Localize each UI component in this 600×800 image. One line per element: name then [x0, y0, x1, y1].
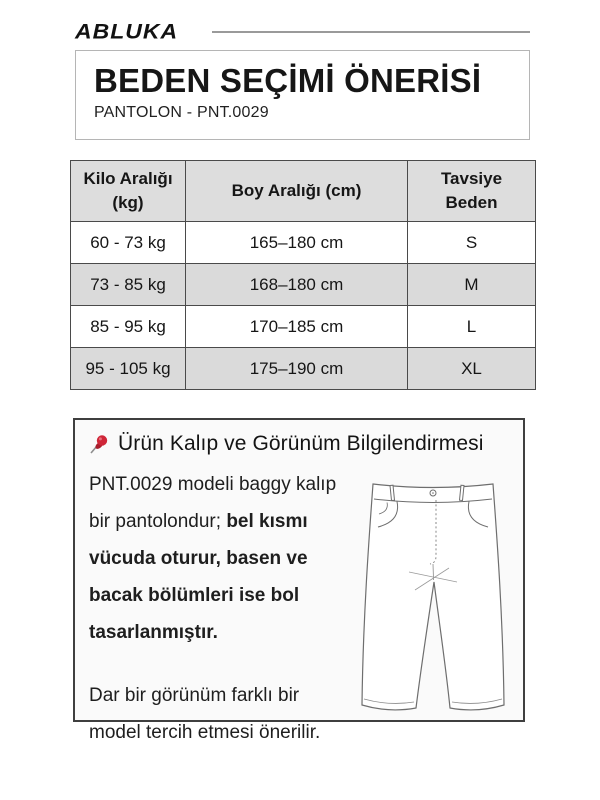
table-cell: L	[408, 306, 536, 348]
fit-info-heading: Ürün Kalıp ve Görünüm Bilgilendirmesi	[118, 432, 484, 455]
table-cell: 85 - 95 kg	[71, 306, 186, 348]
title-card	[75, 50, 530, 140]
col-header-height: Boy Aralığı (cm)	[186, 161, 408, 222]
table-cell: XL	[408, 348, 536, 390]
brand-logo: ABLUKA	[75, 19, 179, 43]
baggy-pants-illustration	[357, 468, 509, 720]
table-cell: 165–180 cm	[186, 222, 408, 264]
fit-paragraph-bold: bel kısmı vücuda oturur, basen ve bacak bölümleri ise bol tasarlanmıştır.	[89, 511, 308, 643]
fit-info-card	[73, 418, 525, 743]
table-cell: S	[408, 222, 536, 264]
table-cell: 168–180 cm	[186, 264, 408, 306]
table-cell: 73 - 85 kg	[71, 264, 186, 306]
pants-illustration-wrap	[345, 468, 509, 720]
table-header-row	[71, 161, 536, 222]
page-title: BEDEN SEÇİMİ ÖNERİSİ	[94, 62, 482, 99]
page-subtitle: PANTOLON - PNT.0029	[94, 104, 269, 121]
size-table	[70, 160, 536, 390]
table-cell: 95 - 105 kg	[71, 348, 186, 390]
table-cell: 175–190 cm	[186, 348, 408, 390]
fit-recommendation: Dar bir görünüm farklı bir model tercih etmesi önerilir.	[89, 685, 321, 743]
fit-info-text	[89, 466, 345, 751]
table-row	[71, 348, 536, 390]
table-row	[71, 222, 536, 264]
table-cell: M	[408, 264, 536, 306]
fit-paragraph-regular: PNT.0029 modeli baggy kalıp bir pantolondur;	[89, 474, 337, 532]
fit-info-content	[89, 466, 509, 751]
table-cell: 170–185 cm	[186, 306, 408, 348]
fit-info-heading-row	[89, 432, 509, 456]
logo-rule	[212, 31, 530, 33]
fit-paragraph	[89, 466, 345, 651]
col-header-weight: Kilo Aralığı (kg)	[71, 161, 186, 222]
pushpin-icon	[89, 433, 111, 455]
table-row	[71, 264, 536, 306]
table-cell: 60 - 73 kg	[71, 222, 186, 264]
table-row	[71, 306, 536, 348]
col-header-size: Tavsiye Beden	[408, 161, 536, 222]
